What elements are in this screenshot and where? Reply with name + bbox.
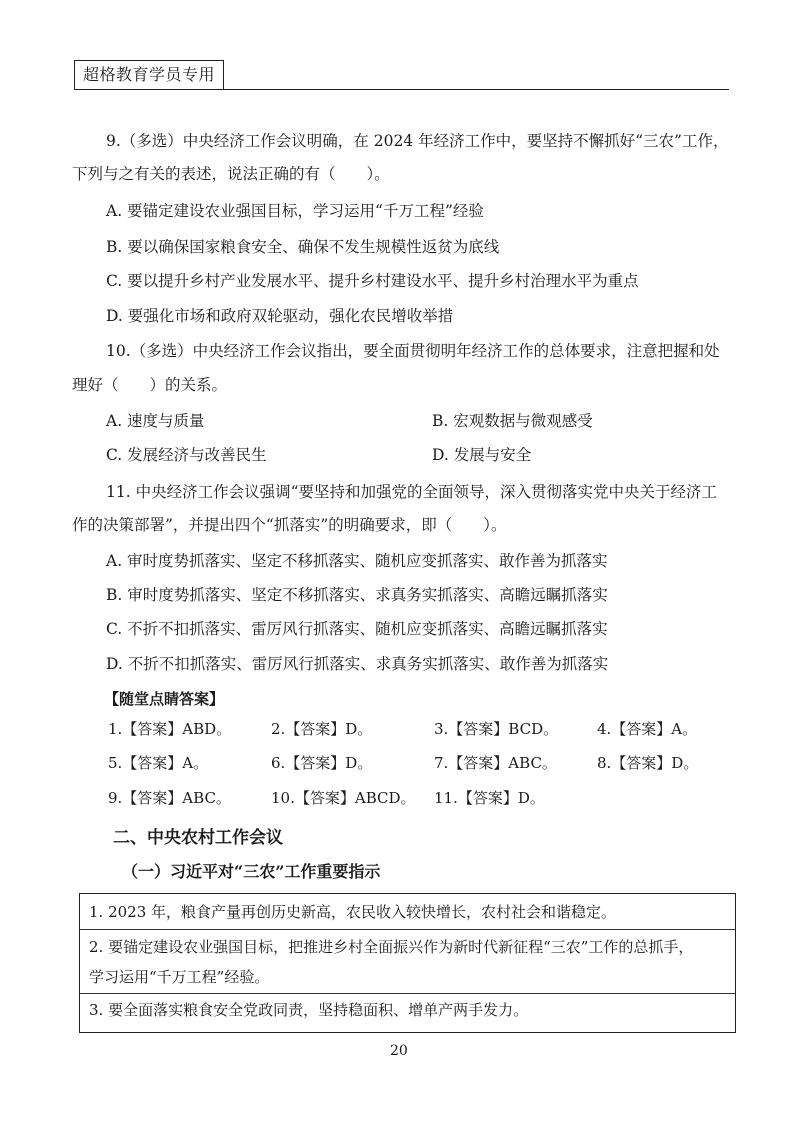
summary-divider <box>80 993 735 994</box>
q9-option-a: A. 要锚定建设农业强国目标，学习运用“千万工程”经验 <box>106 202 484 220</box>
summary-line-4: 3. 要全面落实粮食安全党政同责，坚持稳面积、增单产两手发力。 <box>89 1001 529 1019</box>
header-divider <box>74 89 729 90</box>
q10-stem-line2: 理好（ ）的关系。 <box>72 376 228 394</box>
answers-title: 【随堂点睛答案】 <box>104 690 225 708</box>
q11-option-c: C. 不折不扣抓落实、雷厉风行抓落实、随机应变抓落实、高瞻远瞩抓落实 <box>106 620 608 638</box>
q10-option-c: C. 发展经济与改善民生 <box>106 446 267 464</box>
header-tag: 超格教育学员专用 <box>74 60 224 90</box>
summary-divider <box>80 929 735 930</box>
q9-stem-line2: 下列与之有关的表述，说法正确的有（ ）。 <box>72 165 390 183</box>
answer-item: 1.【答案】ABD。 <box>108 720 232 738</box>
subsection-heading: （一）习近平对“三农”工作重要指示 <box>122 862 381 881</box>
q11-stem-line2: 作的决策部署”，并提出四个“抓落实”的明确要求，即（ ）。 <box>72 516 507 534</box>
q10-stem-line1: 10.（多选）中央经济工作会议指出，要全面贯彻明年经济工作的总体要求，注意把握和处 <box>106 342 720 360</box>
q9-stem-line1: 9.（多选）中央经济工作会议明确，在 2024 年经济工作中，要坚持不懈抓好“三农”工作， <box>106 132 729 150</box>
q11-stem-line1: 11. 中央经济工作会议强调“要坚持和加强党的全面领导，深入贯彻落实党中央关于经济工 <box>106 483 718 501</box>
answer-item: 9.【答案】ABC。 <box>108 789 231 807</box>
answer-item: 4.【答案】A。 <box>597 720 698 738</box>
q10-option-a: A. 速度与质量 <box>106 412 205 430</box>
q11-option-a: A. 审时度势抓落实、坚定不移抓落实、随机应变抓落实、敢作善为抓落实 <box>106 552 608 570</box>
answer-item: 10.【答案】ABCD。 <box>271 789 416 807</box>
answer-item: 8.【答案】D。 <box>597 754 699 772</box>
q10-option-b: B. 宏观数据与微观感受 <box>432 412 593 430</box>
answer-item: 2.【答案】D。 <box>271 720 373 738</box>
answer-item: 6.【答案】D。 <box>271 754 373 772</box>
q9-option-d: D. 要强化市场和政府双轮驱动，强化农民增收举措 <box>106 307 454 325</box>
q11-option-d: D. 不折不扣抓落实、雷厉风行抓落实、求真务实抓落实、敢作善为抓落实 <box>106 655 609 673</box>
answer-item: 5.【答案】A。 <box>108 754 209 772</box>
summary-box <box>79 893 736 1033</box>
summary-line-1: 1. 2023 年，粮食产量再创历史新高，农民收入较快增长，农村社会和谐稳定。 <box>89 903 617 921</box>
q11-option-b: B. 审时度势抓落实、坚定不移抓落实、求真务实抓落实、高瞻远瞩抓落实 <box>106 586 608 604</box>
section-heading: 二、中央农村工作会议 <box>113 828 283 848</box>
summary-line-3: 学习运用“千万工程”经验。 <box>89 968 270 986</box>
q9-option-b: B. 要以确保国家粮食安全、确保不发生规模性返贫为底线 <box>106 238 500 256</box>
page-number: 20 <box>390 1043 408 1059</box>
answer-item: 7.【答案】ABC。 <box>434 754 557 772</box>
summary-line-2: 2. 要锚定建设农业强国目标，把推进乡村全面振兴作为新时代新征程“三农”工作的总抓手， <box>89 938 694 956</box>
q9-option-c: C. 要以提升乡村产业发展水平、提升乡村建设水平、提升乡村治理水平为重点 <box>106 272 639 290</box>
answer-item: 3.【答案】BCD。 <box>434 720 559 738</box>
answer-item: 11.【答案】D。 <box>434 789 545 807</box>
q10-option-d: D. 发展与安全 <box>432 446 532 464</box>
